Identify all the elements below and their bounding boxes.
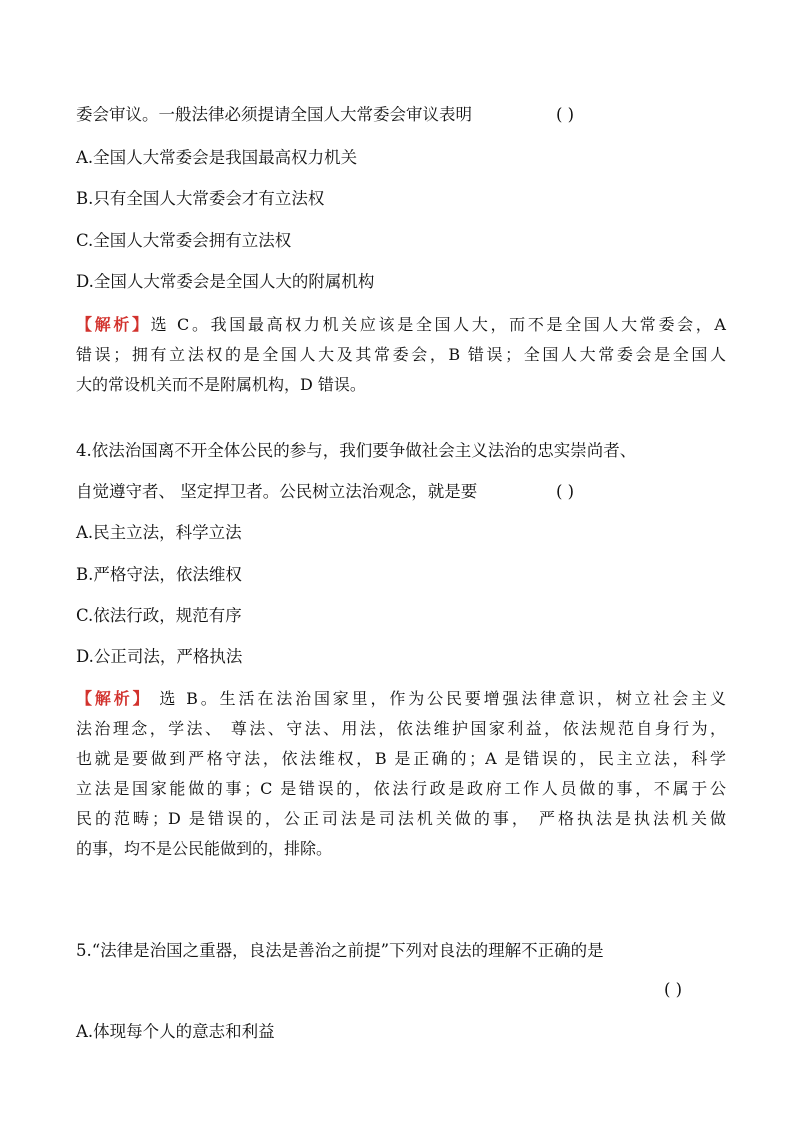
- q3-analysis-line-2: 错误；拥有立法权的是全国人大及其常委会，B 错误；全国人大常委会是全国人: [76, 345, 726, 364]
- q3-option-b: B.只有全国人大常委会才有立法权: [76, 189, 325, 208]
- q4-analysis-text-1: 选 B。生活在法治国家里，作为公民要增强法律意识，树立社会主义: [151, 689, 726, 708]
- q3-option-a: A.全国人大常委会是我国最高权力机关: [76, 148, 358, 167]
- q4-analysis-line-4: 立法是国家能做的事；C 是错误的，依法行政是政府工作人员做的事，不属于公: [76, 779, 726, 798]
- q4-analysis-line-3: 也就是要做到严格守法，依法维权，B 是正确的；A 是错误的，民主立法，科学: [76, 749, 726, 768]
- q5-option-a: A.体现每个人的意志和利益: [76, 1022, 275, 1041]
- q4-analysis-tag: 【解析】: [76, 689, 152, 708]
- q3-analysis-line-1: [76, 314, 726, 344]
- q4-analysis: [76, 688, 726, 868]
- q4-analysis-line-1: [76, 688, 726, 718]
- q3-analysis-text-1: 选 C。我国最高权力机关应该是全国人大，而不是全国人大常委会，A: [150, 315, 726, 334]
- q4-analysis-line-6: 的事，均不是公民能做到的，排除。: [76, 839, 333, 858]
- q5-stem: 5.“法律是治国之重器，良法是善治之前提”下列对良法的理解不正确的是: [76, 941, 604, 960]
- q3-stem: [76, 104, 472, 126]
- q4-analysis-line-5: 民的范畴；D 是错误的，公正司法是司法机关做的事， 严格执法是执法机关做: [76, 809, 726, 828]
- q3-answer-paren: ( ): [556, 105, 575, 124]
- q5-answer-paren: ( ): [664, 980, 683, 999]
- q4-answer-paren: ( ): [556, 482, 575, 501]
- q3-option-d: D.全国人大常委会是全国人大的附属机构: [76, 272, 375, 291]
- q4-stem-line-2: 自觉遵守者、 坚定捍卫者。公民树立法治观念，就是要: [76, 482, 478, 501]
- q3-stem-text: 委会审议。一般法律必须提请全国人大常委会审议表明: [76, 105, 472, 124]
- q4-stem-line-1: 4.依法治国离不开全体公民的参与，我们要争做社会主义法治的忠实崇尚者、: [76, 441, 637, 460]
- q3-analysis-tag: 【解析】: [76, 315, 151, 334]
- q4-option-a: A.民主立法，科学立法: [76, 523, 242, 542]
- q3-option-c: C.全国人大常委会拥有立法权: [76, 231, 292, 250]
- q4-analysis-line-2: 法治理念，学法、 尊法、守法、用法，依法维护国家利益，依法规范自身行为，: [76, 719, 726, 738]
- q4-option-c: C.依法行政，规范有序: [76, 606, 242, 625]
- q4-option-b: B.严格守法，依法维权: [76, 565, 242, 584]
- q3-analysis: [76, 314, 726, 404]
- q3-analysis-line-3: 大的常设机关而不是附属机构，D 错误。: [76, 375, 366, 394]
- q4-option-d: D.公正司法，严格执法: [76, 647, 243, 666]
